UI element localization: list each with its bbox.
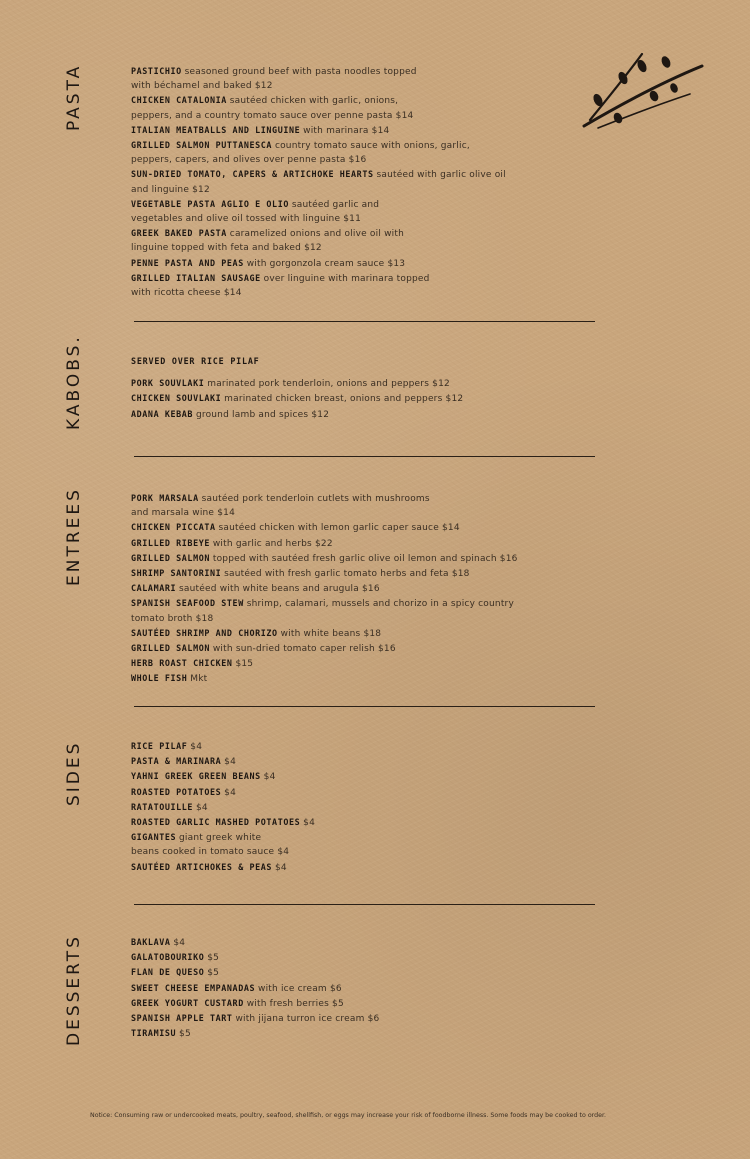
menu-item-description: sautéed garlic and (291, 199, 380, 210)
menu-item-description: tomato broth $18 (131, 613, 214, 624)
menu-item-name: FLAN DE QUESO (131, 967, 205, 978)
menu-item-description: sautéed with fresh garlic tomato herbs and feta $18 (224, 569, 470, 580)
menu-item-description: ground lamb and spices $12 (195, 409, 330, 420)
menu-item-name: GRILLED SALMON (131, 643, 210, 654)
menu-item-name: VEGETABLE PASTA AGLIO E OLIO (131, 198, 289, 209)
menu-item (131, 551, 518, 566)
menu-item-description: topped with sautéed fresh garlic olive oil lemon and spinach $16 (212, 553, 518, 564)
section-title-desserts: DESSERTS (64, 934, 84, 1046)
menu-item-continuation (131, 109, 506, 123)
menu-item (131, 391, 463, 406)
menu-item (131, 860, 315, 875)
menu-item-name: SHRIMP SANTORINI (131, 568, 222, 579)
menu-item-description: caramelized onions and olive oil with (229, 229, 404, 240)
menu-item-description: over linguine with marinara topped (263, 273, 430, 284)
menu-item-description: marinated pork tenderloin, onions and peppers $12 (207, 379, 450, 390)
menu-item (131, 754, 315, 769)
menu-list-kabobs (131, 354, 463, 422)
menu-item-name: CALAMARI (131, 583, 177, 594)
menu-item-description: seasoned ground beef with pasta noodles topped (184, 67, 417, 77)
menu-item (131, 197, 506, 212)
menu-item-description: $4 (274, 862, 287, 873)
menu-item-name: HERB ROAST CHICKEN (131, 658, 233, 669)
menu-item-name: PASTICHIO (131, 66, 182, 76)
menu-item-name: PASTA & MARINARA (131, 756, 222, 767)
menu-list-pasta (131, 64, 506, 300)
menu-item (131, 671, 518, 686)
menu-item (131, 167, 506, 182)
menu-item-name: RICE PILAF (131, 741, 188, 751)
food-safety-notice: Notice: Consuming raw or undercooked meats, poultry, seafood, shellfish, or eggs may increase your risk of foodborne illness. Some foods may be cooked to order. (90, 1112, 607, 1119)
menu-item-name: GRILLED RIBEYE (131, 537, 210, 548)
menu-item-description: giant greek white (179, 833, 262, 844)
menu-item (131, 581, 518, 596)
menu-item (131, 739, 315, 754)
menu-item-name: SPANISH APPLE TART (131, 1013, 233, 1024)
menu-item (131, 950, 379, 965)
menu-item (131, 965, 379, 980)
menu-item-name: SWEET CHEESE EMPANADAS (131, 982, 256, 993)
menu-item (131, 641, 518, 656)
menu-item-description: $4 (190, 742, 203, 752)
menu-item-continuation (131, 241, 506, 255)
menu-item-name: YAHNI GREEK GREEN BEANS (131, 771, 261, 782)
menu-item-name: BAKLAVA (131, 937, 171, 947)
menu-item-continuation (131, 845, 315, 859)
menu-item-description: with fresh berries $5 (246, 998, 344, 1009)
menu-item-description: with ricotta cheese $14 (131, 288, 242, 299)
menu-item-description: $4 (173, 938, 186, 948)
menu-item (131, 64, 506, 79)
menu-item-continuation (131, 286, 506, 300)
menu-item-name: SAUTÉED SHRIMP AND CHORIZO (131, 627, 278, 638)
menu-item-name: SPANISH SEAFOOD STEW (131, 598, 244, 609)
menu-item-name: ITALIAN MEATBALLS AND LINGUINE (131, 124, 301, 135)
menu-item-description: $4 (195, 802, 208, 813)
menu-item (131, 138, 506, 153)
section-title-sides: SIDES (64, 740, 84, 806)
menu-item (131, 626, 518, 641)
menu-item-description: with marinara $14 (303, 125, 390, 136)
menu-item (131, 815, 315, 830)
menu-item-description: vegetables and olive oil tossed with linguine $11 (131, 214, 362, 225)
menu-item-description: sautéed pork tenderloin cutlets with mushrooms (201, 494, 430, 504)
menu-item-name: GREEK YOGURT CUSTARD (131, 997, 244, 1008)
menu-item-description: with sun-dried tomato caper relish $16 (212, 644, 396, 655)
menu-item-name: GRILLED ITALIAN SAUSAGE (131, 272, 261, 283)
section-title-pasta: PASTA (64, 63, 84, 131)
menu-item-description: sautéed chicken with garlic, onions, (229, 96, 399, 107)
menu-item (131, 785, 315, 800)
menu-item-description: $5 (207, 953, 220, 964)
menu-item (131, 935, 379, 950)
menu-item (131, 520, 518, 535)
menu-item-description: peppers, capers, and olives over penne pasta $16 (131, 155, 367, 166)
menu-item-name: ROASTED GARLIC MASHED POTATOES (131, 817, 301, 828)
menu-item-description: $15 (235, 659, 254, 670)
menu-item-description: $5 (179, 1029, 191, 1040)
menu-item-continuation (131, 212, 506, 226)
menu-item-description: $4 (263, 772, 276, 783)
menu-item-name: GALATOBOURIKO (131, 952, 205, 963)
menu-item (131, 93, 506, 108)
menu-item-name: ADANA KEBAB (131, 408, 194, 419)
divider (134, 904, 595, 905)
menu-item (131, 830, 315, 845)
menu-item-name: GRILLED SALMON PUTTANESCA (131, 140, 273, 151)
menu-item (131, 376, 463, 391)
menu-item-continuation (131, 612, 518, 626)
menu-item-name: TIRAMISU (131, 1028, 177, 1039)
menu-item-name: CHICKEN SOUVLAKI (131, 393, 222, 404)
menu-item (131, 1026, 379, 1041)
menu-item-description: with garlic and herbs $22 (212, 538, 333, 549)
menu-item (131, 271, 506, 286)
menu-item-description: Mkt (190, 674, 208, 685)
menu-item (131, 596, 518, 611)
menu-item-name: GIGANTES (131, 832, 177, 843)
menu-item (131, 491, 518, 506)
menu-item-continuation (131, 79, 506, 93)
menu-item (131, 769, 315, 784)
section-title-kabobs: KABOBS. (64, 334, 84, 430)
divider (134, 321, 595, 322)
menu-item-description: country tomato sauce with onions, garlic, (274, 141, 470, 152)
menu-list-sides (131, 739, 315, 875)
menu-item (131, 981, 379, 996)
divider (134, 456, 595, 457)
menu-item-description: $5 (207, 968, 220, 979)
menu-item-name: CHICKEN PICCATA (131, 522, 216, 533)
menu-item-description: linguine topped with feta and baked $12 (131, 243, 322, 254)
menu-item (131, 1011, 379, 1026)
menu-item (131, 656, 518, 671)
menu-item-continuation (131, 506, 518, 520)
menu-item-name: GRILLED SALMON (131, 552, 210, 563)
menu-item-description: with jijana turron ice cream $6 (235, 1014, 380, 1025)
menu-item-description: with gorgonzola cream sauce $13 (246, 258, 406, 269)
menu-item-description: marinated chicken breast, onions and peppers $12 (224, 394, 464, 405)
menu-item (131, 256, 506, 271)
menu-item-description: with white beans $18 (280, 628, 382, 639)
menu-item-description: shrimp, calamari, mussels and chorizo in a spicy country (246, 599, 514, 610)
menu-item-name: PENNE PASTA AND PEAS (131, 257, 244, 268)
menu-item-description: beans cooked in tomato sauce $4 (131, 847, 290, 858)
menu-item-description: sautéed with garlic olive oil (376, 170, 506, 181)
menu-item-description: sautéed chicken with lemon garlic caper sauce $14 (218, 523, 460, 534)
menu-item (131, 407, 463, 422)
menu-item-description: $4 (224, 757, 237, 768)
menu-item-description: and marsala wine $14 (131, 508, 235, 519)
olive-branch-icon (578, 48, 706, 132)
menu-item (131, 226, 506, 241)
menu-item-name: PORK SOUVLAKI (131, 378, 205, 389)
menu-item (131, 996, 379, 1011)
menu-item-name: WHOLE FISH (131, 673, 188, 684)
menu-item-continuation (131, 183, 506, 197)
menu-item-description: with béchamel and baked $12 (131, 81, 273, 92)
menu-item (131, 123, 506, 138)
menu-list-desserts (131, 935, 379, 1041)
menu-item-description: peppers, and a country tomato sauce over penne pasta $14 (131, 110, 414, 121)
menu-item-name: GREEK BAKED PASTA (131, 228, 227, 239)
menu-list-entrees (131, 491, 518, 687)
menu-item-description: $4 (303, 818, 315, 829)
menu-item-description: sautéed with white beans and arugula $16 (179, 584, 380, 595)
menu-item-name: CHICKEN CATALONIA (131, 95, 227, 106)
menu-item (131, 536, 518, 551)
divider (134, 706, 595, 707)
menu-item-name: SUN-DRIED TOMATO, CAPERS & ARTICHOKE HEARTS (131, 169, 374, 180)
menu-item-description: with ice cream $6 (258, 983, 342, 994)
menu-item-description: $4 (224, 787, 237, 798)
menu-item (131, 800, 315, 815)
section-title-entrees: ENTREES (64, 487, 84, 586)
menu-item (131, 566, 518, 581)
menu-item-continuation (131, 153, 506, 167)
menu-item-name: PORK MARSALA (131, 493, 199, 503)
menu-item-name: RATATOUILLE (131, 801, 194, 812)
kabobs-subhead: SERVED OVER RICE PILAF (131, 356, 260, 366)
menu-item-name: SAUTÉED ARTICHOKES & PEAS (131, 861, 273, 872)
menu-item-name: ROASTED POTATOES (131, 786, 222, 797)
menu-item-description: and linguine $12 (131, 184, 210, 195)
